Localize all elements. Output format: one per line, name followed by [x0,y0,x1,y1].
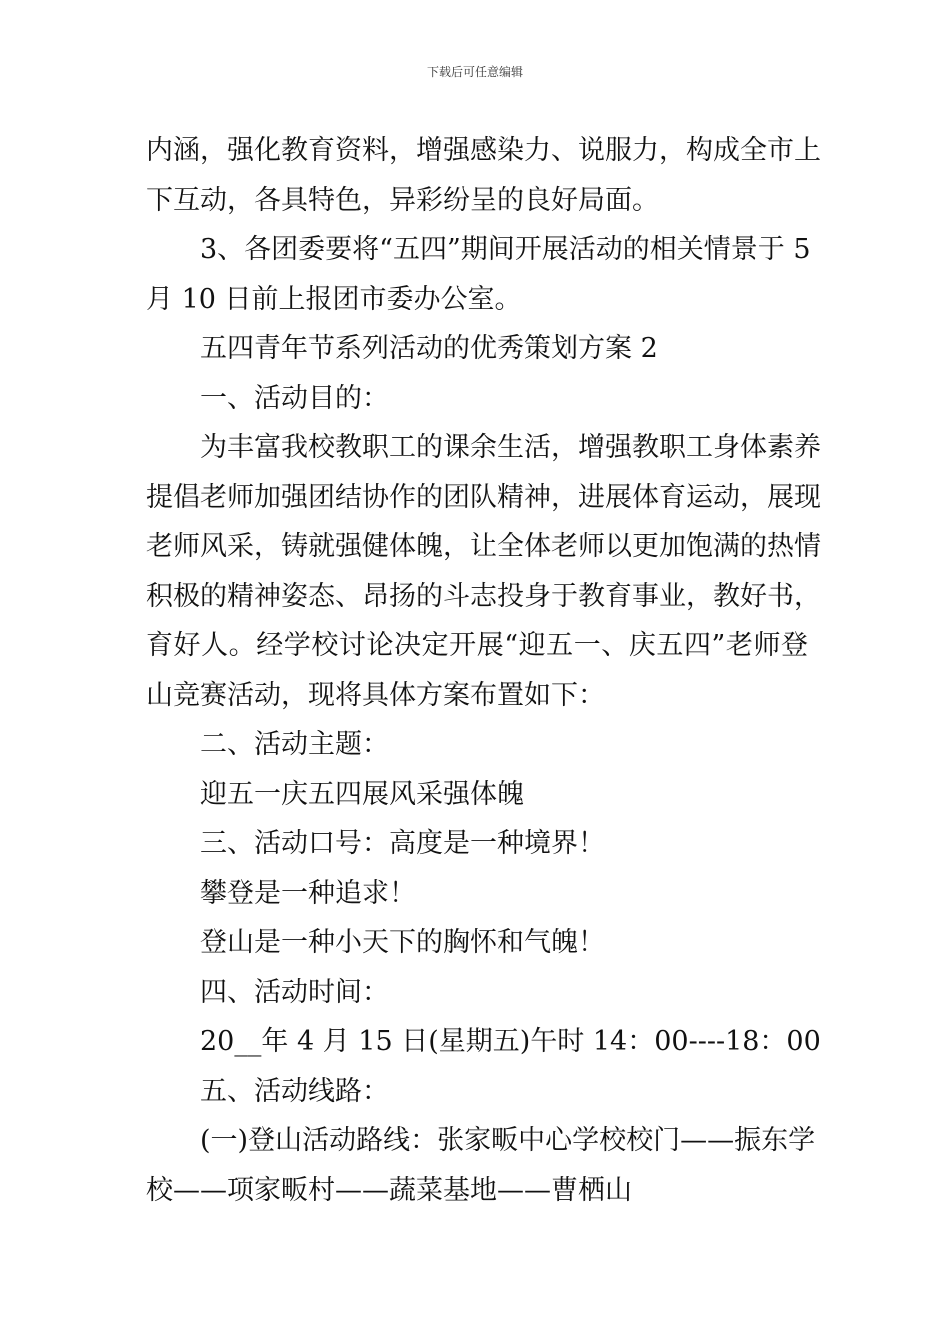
text-line: 登山是一种小天下的胸怀和气魄！ [200,927,605,958]
page-header: 下载后可任意编辑 [426,65,523,79]
text-line: 为丰富我校教职工的课余生活，增强教职工身体素养 [200,432,821,463]
text-line: 3、各团委要将“五四”期间开展活动的相关情景于 5 [200,234,811,265]
text-line: 老师风采，铸就强健体魄，让全体老师以更加饱满的热情 [146,531,821,562]
text-line: 校——项家畈村——蔬菜基地——曹栖山 [146,1174,632,1206]
section-title: 五四青年节系列活动的优秀策划方案 2 [200,333,658,364]
text-line: 下互动，各具特色，异彩纷呈的良好局面。 [146,184,659,216]
section-heading: 四、活动时间： [200,976,389,1008]
document-body [146,126,821,1215]
text-line: 提倡老师加强团结协作的团队精神，进展体育运动，展现 [146,481,821,513]
text-line: (一)登山活动路线：张家畈中心学校校门——振东学 [200,1125,816,1156]
section-heading: 一、活动目的： [200,382,389,414]
text-line: 山竞赛活动，现将具体方案布置如下： [146,679,605,711]
text-line: 20__年 4 月 15 日(星期五)午时 14：00----18：00 [200,1026,821,1057]
text-line: 内涵，强化教育资料，增强感染力、说服力，构成全市上 [146,135,821,166]
section-heading: 三、活动口号：高度是一种境界！ [200,828,605,859]
text-line: 迎五一庆五四展风采强体魄 [200,778,524,810]
text-line: 积极的精神姿态、昂扬的斗志投身于教育事业，教好书， [146,580,821,612]
text-line: 攀登是一种追求！ [200,877,416,909]
section-heading: 二、活动主题： [200,729,389,760]
text-line: 育好人。经学校讨论决定开展“迎五一、庆五四”老师登 [146,630,808,661]
text-line: 月 10 日前上报团市委办公室。 [146,283,522,315]
section-heading: 五、活动线路： [200,1075,389,1107]
